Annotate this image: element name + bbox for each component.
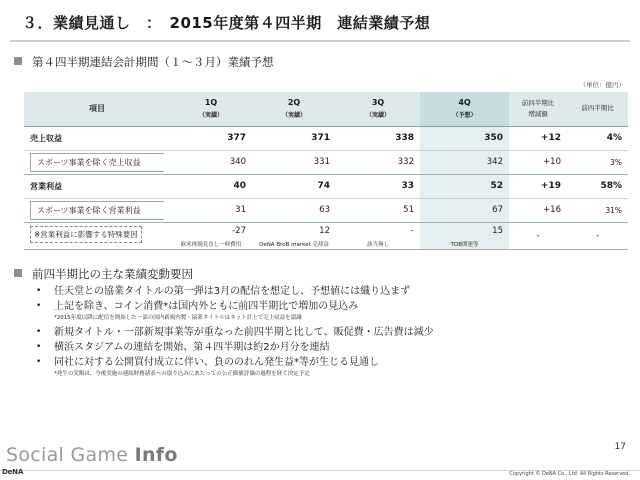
cell-q4: 342	[420, 150, 509, 174]
header-q1: 1Q （実績）	[170, 92, 252, 126]
list-item: • 横浜スタジアムの連結を開始、第４四半期は約2か月分を連結	[36, 342, 330, 353]
cell-pct: 3%	[567, 150, 628, 174]
table-row-op-ex-sports	[24, 198, 628, 222]
forecast-table	[24, 92, 628, 250]
section-heading-text: 第４四半期連結会計期間（１～３月）業績予想	[32, 55, 274, 69]
bullet-dot-icon: •	[36, 301, 42, 311]
cell-pct: 31%	[567, 198, 628, 222]
list-item: • 任天堂との協業タイトルの第一弾は3月の配信を想定し、予想値には織り込まず	[36, 286, 411, 297]
section-heading-text: 前四半期比の主な業績変動要因	[32, 267, 193, 281]
footnote: *発生の実額は、今後実施の連結財務諸表への取り込みにあたっての公正価値評価の過程を経て決定予定	[54, 371, 310, 377]
header-item: 項目	[24, 92, 170, 126]
row-label: 売上収益	[24, 126, 170, 150]
list-item: • 上記を除き、コイン消費*は国内外ともに前四半期比で増加の見込み	[36, 301, 359, 312]
cell-diff: +19	[509, 174, 567, 198]
list-item: • 新規タイトル・一部新規事業等が重なった前四半期と比して、販促費・広告費は減少	[36, 327, 434, 338]
cell-q3: 33	[336, 174, 420, 198]
page-title: ３．業績見通し ： 2015年度第４四半期 連結業績予想	[22, 14, 431, 32]
cell-q2: 331	[252, 150, 336, 174]
cell-q2: 74	[252, 174, 336, 198]
cell-pct: 58%	[567, 174, 628, 198]
cell-q1: 377	[170, 126, 252, 150]
cell-q2: 371	[252, 126, 336, 150]
cell-q4: 15 TOB関連等	[420, 222, 509, 249]
table-row-operating-profit	[24, 174, 628, 198]
table-header-row	[24, 92, 628, 126]
cell-q1: 40	[170, 174, 252, 198]
table-row-special-factors	[24, 222, 628, 249]
section-heading-factors	[14, 266, 193, 282]
row-label: 営業利益	[24, 174, 170, 198]
bullet-dot-icon: •	[36, 342, 42, 352]
cell-q2: 63	[252, 198, 336, 222]
cell-pct: 4%	[567, 126, 628, 150]
bullet-dot-icon: •	[36, 286, 42, 296]
row-label: スポーツ事業を除く売上収益	[24, 150, 170, 174]
table-row-revenue-ex-sports	[24, 150, 628, 174]
cell-q1: -27 欧米体制見直し一時費用	[170, 222, 252, 249]
cell-diff: -	[509, 222, 567, 249]
square-bullet-icon	[14, 269, 22, 277]
cell-q4: 67	[420, 198, 509, 222]
cell-q1: 31	[170, 198, 252, 222]
cell-q3: 51	[336, 198, 420, 222]
square-bullet-icon	[14, 57, 22, 65]
section-heading-forecast	[14, 54, 274, 70]
row-label: スポーツ事業を除く営業利益	[24, 198, 170, 222]
cell-q1: 340	[170, 150, 252, 174]
footnote: *2015年度以降に配信を開始した一部の国内新規内製・協業タイトルはネット計上で売上収益を認識	[54, 315, 302, 321]
list-item: • 同社に対する公開買付成立に伴い、負ののれん発生益*等が生じる見通し	[36, 357, 379, 368]
cell-q4: 350	[420, 126, 509, 150]
title-divider	[10, 40, 630, 42]
factor-list	[36, 284, 626, 381]
header-ratio: 前四半期比	[567, 92, 628, 126]
cell-q3: 338	[336, 126, 420, 150]
cell-q2: 12 DeNA BtoB market 売却益	[252, 222, 336, 249]
header-q3: 3Q （実績）	[336, 92, 420, 126]
bullet-dot-icon: •	[36, 327, 42, 337]
page-number: 17	[614, 442, 626, 452]
watermark-brand: Social Game Info	[6, 444, 178, 466]
cell-q3: - 該当無し	[336, 222, 420, 249]
header-q4: 4Q （予想）	[420, 92, 509, 126]
bullet-dot-icon: •	[36, 357, 42, 367]
cell-diff: +16	[509, 198, 567, 222]
unit-label: （単位：億円）	[579, 81, 625, 89]
row-label: ※営業利益に影響する特殊要因	[24, 222, 170, 249]
dena-logo: DeNA	[2, 468, 24, 476]
header-q2: 2Q （実績）	[252, 92, 336, 126]
cell-q3: 332	[336, 150, 420, 174]
header-change: 前四半期比 増減額	[509, 92, 567, 126]
cell-diff: +10	[509, 150, 567, 174]
cell-pct: -	[567, 222, 628, 249]
cell-q4: 52	[420, 174, 509, 198]
copyright: Copyright © DeNA Co., Ltd. All Rights Reserved.	[509, 471, 630, 477]
cell-diff: +12	[509, 126, 567, 150]
table-row-revenue	[24, 126, 628, 150]
